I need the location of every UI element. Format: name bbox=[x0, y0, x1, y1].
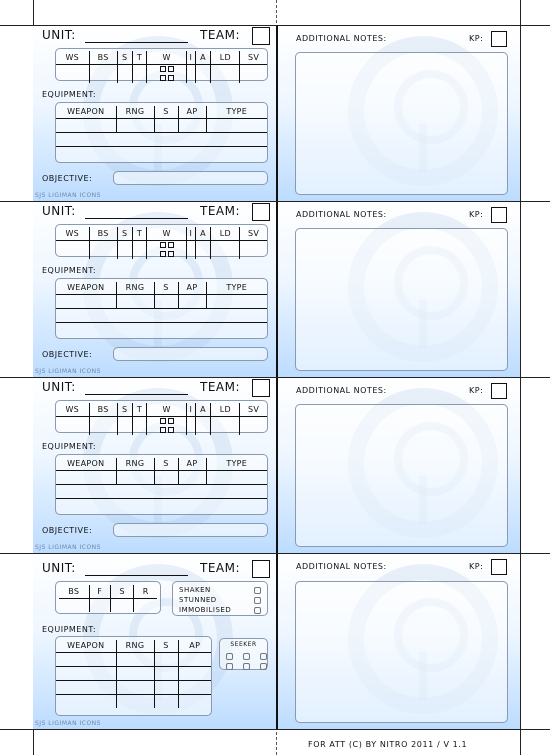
stat-value[interactable] bbox=[89, 416, 117, 435]
weapon-row[interactable] bbox=[56, 294, 267, 308]
stat-value[interactable] bbox=[211, 64, 240, 83]
weapon-header: WEAPON bbox=[56, 282, 116, 294]
seeker-checkbox[interactable] bbox=[243, 653, 250, 660]
vehicle-stat-value[interactable] bbox=[89, 598, 111, 612]
seeker-checkbox[interactable] bbox=[226, 663, 233, 670]
stats-header-row bbox=[56, 51, 267, 64]
status-label: SHAKEN bbox=[179, 586, 211, 594]
seeker-box bbox=[219, 638, 268, 670]
stat-header: LD bbox=[211, 403, 240, 416]
stat-header: WS bbox=[56, 227, 89, 240]
stat-value[interactable] bbox=[195, 240, 211, 259]
wound-box[interactable] bbox=[168, 427, 174, 433]
stat-header: SV bbox=[240, 51, 267, 64]
notes-area[interactable] bbox=[295, 404, 508, 547]
stats-box bbox=[55, 224, 268, 257]
weapon-header: WEAPON bbox=[56, 640, 116, 652]
wound-box[interactable] bbox=[168, 418, 174, 424]
stat-value[interactable] bbox=[117, 416, 132, 435]
stat-header: W bbox=[147, 227, 187, 240]
vehicle-stats-value-row bbox=[59, 598, 157, 612]
card-divider bbox=[276, 554, 278, 729]
weapon-row[interactable] bbox=[56, 652, 211, 666]
stats-value-row bbox=[56, 64, 267, 83]
weapon-header: TYPE bbox=[206, 458, 267, 470]
unit-name-line[interactable] bbox=[85, 42, 188, 43]
objective-label: OBJECTIVE: bbox=[42, 526, 93, 535]
unit-card-2 bbox=[33, 202, 520, 377]
stats-table bbox=[56, 51, 267, 83]
status-label: STUNNED bbox=[179, 596, 217, 604]
seeker-checkbox[interactable] bbox=[260, 653, 267, 660]
stat-value[interactable] bbox=[117, 64, 132, 83]
weapon-row[interactable] bbox=[56, 484, 267, 498]
stat-value[interactable] bbox=[56, 64, 89, 83]
notes-area[interactable] bbox=[295, 52, 508, 195]
stat-value[interactable] bbox=[240, 416, 267, 435]
wound-box[interactable] bbox=[160, 418, 166, 424]
team-box[interactable] bbox=[252, 379, 270, 397]
status-checkbox[interactable] bbox=[254, 597, 261, 604]
team-label: TEAM: bbox=[200, 204, 241, 218]
credit-text: SJS LIGIMAN ICONS bbox=[35, 368, 101, 375]
stat-header: A bbox=[195, 403, 211, 416]
vehicle-stat-value[interactable] bbox=[59, 598, 89, 612]
notes-area[interactable] bbox=[295, 581, 508, 723]
stat-value[interactable] bbox=[56, 416, 89, 435]
weapon-header: AP bbox=[178, 458, 206, 470]
footer-credit: FOR ATT (C) BY NITRO 2011 / V 1.1 bbox=[308, 740, 468, 749]
unit-label: UNIT: bbox=[42, 204, 76, 218]
stat-header: LD bbox=[211, 227, 240, 240]
vehicle-stat-value[interactable] bbox=[134, 598, 157, 612]
stat-value[interactable] bbox=[187, 64, 196, 83]
stats-header-row bbox=[56, 403, 267, 416]
weapon-header: RNG bbox=[116, 640, 154, 652]
stat-value[interactable] bbox=[240, 64, 267, 83]
weapon-row[interactable] bbox=[56, 694, 211, 708]
kp-box[interactable] bbox=[491, 383, 507, 399]
stats-value-row bbox=[56, 240, 267, 259]
kp-label: KP: bbox=[469, 210, 484, 219]
stat-value[interactable] bbox=[132, 416, 147, 435]
notes-area[interactable] bbox=[295, 228, 508, 371]
seeker-checkbox[interactable] bbox=[260, 663, 267, 670]
weapons-table bbox=[56, 282, 267, 334]
vehicle-stats-box bbox=[55, 581, 161, 614]
stat-value[interactable] bbox=[89, 64, 117, 83]
cut-edge-5 bbox=[0, 729, 550, 730]
stat-header: S bbox=[117, 227, 132, 240]
objective-label: OBJECTIVE: bbox=[42, 350, 93, 359]
weapon-row[interactable] bbox=[56, 132, 267, 146]
stat-header: A bbox=[195, 51, 211, 64]
status-checkbox[interactable] bbox=[254, 607, 261, 614]
stats-header-row bbox=[56, 227, 267, 240]
card-divider bbox=[276, 202, 278, 377]
stat-header: W bbox=[147, 403, 187, 416]
status-label: IMMOBILISED bbox=[179, 606, 232, 614]
additional-notes-label: ADDITIONAL NOTES: bbox=[296, 386, 387, 395]
weapon-row[interactable] bbox=[56, 118, 267, 132]
stat-header: BS bbox=[89, 227, 117, 240]
unit-label: UNIT: bbox=[42, 28, 76, 42]
wounds-cell bbox=[147, 240, 187, 259]
weapons-table bbox=[56, 106, 267, 158]
weapon-header: RNG bbox=[116, 282, 154, 294]
stat-value[interactable] bbox=[132, 240, 147, 259]
stat-header: SV bbox=[240, 227, 267, 240]
wound-box[interactable] bbox=[160, 75, 166, 81]
wound-box[interactable] bbox=[160, 427, 166, 433]
wounds-cell bbox=[147, 64, 187, 83]
unit-label: UNIT: bbox=[42, 561, 76, 575]
credit-text: SJS LIGIMAN ICONS bbox=[35, 192, 101, 199]
weapon-header: TYPE bbox=[206, 106, 267, 118]
vehicle-card bbox=[33, 554, 520, 729]
stat-value[interactable] bbox=[211, 240, 240, 259]
wound-box[interactable] bbox=[160, 242, 166, 248]
weapon-header: WEAPON bbox=[56, 106, 116, 118]
weapon-header: S bbox=[154, 640, 178, 652]
stat-value[interactable] bbox=[117, 240, 132, 259]
weapon-header: WEAPON bbox=[56, 458, 116, 470]
additional-notes-label: ADDITIONAL NOTES: bbox=[296, 34, 387, 43]
vehicle-stat-header: S bbox=[111, 585, 134, 598]
status-shaken bbox=[173, 585, 267, 595]
stat-value[interactable] bbox=[56, 240, 89, 259]
weapon-header: S bbox=[154, 458, 178, 470]
wound-box[interactable] bbox=[168, 242, 174, 248]
equipment-label: EQUIPMENT: bbox=[42, 442, 97, 451]
stats-table bbox=[56, 403, 267, 435]
vehicle-stat-header: BS bbox=[59, 585, 89, 598]
weapons-table bbox=[56, 458, 267, 510]
stats-value-row bbox=[56, 416, 267, 435]
stat-header: SV bbox=[240, 403, 267, 416]
weapon-header: S bbox=[154, 282, 178, 294]
additional-notes-label: ADDITIONAL NOTES: bbox=[296, 562, 387, 571]
weapon-header: AP bbox=[178, 106, 206, 118]
stat-value[interactable] bbox=[211, 416, 240, 435]
card-divider bbox=[276, 378, 278, 553]
unit-name-line[interactable] bbox=[85, 575, 188, 576]
credit-text: SJS LIGIMAN ICONS bbox=[35, 720, 101, 727]
stat-value[interactable] bbox=[187, 240, 196, 259]
credit-text: SJS LIGIMAN ICONS bbox=[35, 544, 101, 551]
team-label: TEAM: bbox=[200, 561, 241, 575]
weapons-header-row bbox=[56, 282, 267, 294]
stat-value[interactable] bbox=[89, 240, 117, 259]
kp-box[interactable] bbox=[491, 31, 507, 47]
wound-box[interactable] bbox=[168, 66, 174, 72]
stat-value[interactable] bbox=[195, 64, 211, 83]
unit-name-line[interactable] bbox=[85, 218, 188, 219]
stat-header: T bbox=[132, 51, 147, 64]
stat-header: W bbox=[147, 51, 187, 64]
vehicle-weapons-table bbox=[56, 640, 211, 708]
stats-box bbox=[55, 400, 268, 433]
damage-status-box bbox=[172, 581, 268, 616]
kp-label: KP: bbox=[469, 562, 484, 571]
stat-header: LD bbox=[211, 51, 240, 64]
objective-label: OBJECTIVE: bbox=[42, 174, 93, 183]
stats-table bbox=[56, 227, 267, 259]
unit-card-1 bbox=[33, 26, 520, 201]
unit-name-line[interactable] bbox=[85, 394, 188, 395]
weapons-box bbox=[55, 102, 268, 163]
seeker-label: SEEKER bbox=[230, 641, 257, 648]
stat-header: S bbox=[117, 403, 132, 416]
weapon-header: AP bbox=[178, 640, 211, 652]
team-label: TEAM: bbox=[200, 380, 241, 394]
stat-header: S bbox=[117, 51, 132, 64]
vehicle-weapons-box bbox=[55, 636, 212, 716]
stat-header: T bbox=[132, 227, 147, 240]
stat-header: I bbox=[187, 51, 196, 64]
stat-header: WS bbox=[56, 403, 89, 416]
vehicle-stats-header-row bbox=[59, 585, 157, 598]
stat-value[interactable] bbox=[187, 416, 196, 435]
kp-label: KP: bbox=[469, 34, 484, 43]
kp-label: KP: bbox=[469, 386, 484, 395]
vehicle-stat-value[interactable] bbox=[111, 598, 134, 612]
weapons-header-row bbox=[56, 106, 267, 118]
equipment-label: EQUIPMENT: bbox=[42, 90, 97, 99]
unit-card-3 bbox=[33, 378, 520, 553]
weapon-row[interactable] bbox=[56, 498, 267, 510]
vehicle-stat-header: F bbox=[89, 585, 111, 598]
weapon-row[interactable] bbox=[56, 470, 267, 484]
stat-header: T bbox=[132, 403, 147, 416]
objective-field[interactable] bbox=[113, 523, 268, 537]
weapon-row[interactable] bbox=[56, 666, 211, 680]
weapon-header: TYPE bbox=[206, 282, 267, 294]
seeker-checkbox[interactable] bbox=[243, 663, 250, 670]
wound-box[interactable] bbox=[168, 251, 174, 257]
team-box[interactable] bbox=[252, 203, 270, 221]
stat-value[interactable] bbox=[132, 64, 147, 83]
seeker-checkbox[interactable] bbox=[226, 653, 233, 660]
weapon-header: RNG bbox=[116, 106, 154, 118]
status-immobilised bbox=[173, 605, 267, 615]
weapon-row[interactable] bbox=[56, 322, 267, 334]
weapon-row[interactable] bbox=[56, 146, 267, 158]
weapon-header: AP bbox=[178, 282, 206, 294]
seeker-grid bbox=[226, 653, 268, 670]
stat-header: I bbox=[187, 403, 196, 416]
additional-notes-label: ADDITIONAL NOTES: bbox=[296, 210, 387, 219]
stat-header: BS bbox=[89, 51, 117, 64]
stat-header: BS bbox=[89, 403, 117, 416]
weapon-row[interactable] bbox=[56, 308, 267, 322]
stat-header: A bbox=[195, 227, 211, 240]
team-label: TEAM: bbox=[200, 28, 241, 42]
weapon-header: S bbox=[154, 106, 178, 118]
kp-box[interactable] bbox=[491, 559, 507, 575]
team-box[interactable] bbox=[252, 27, 270, 45]
weapon-row[interactable] bbox=[56, 680, 211, 694]
stat-header: I bbox=[187, 227, 196, 240]
weapons-box bbox=[55, 278, 268, 339]
wounds-cell bbox=[147, 416, 187, 435]
vehicle-weapons-header-row bbox=[56, 640, 211, 652]
unit-label: UNIT: bbox=[42, 380, 76, 394]
weapons-box bbox=[55, 454, 268, 515]
stat-header: WS bbox=[56, 51, 89, 64]
wound-box[interactable] bbox=[168, 75, 174, 81]
vehicle-stat-header: R bbox=[134, 585, 157, 598]
weapon-header: RNG bbox=[116, 458, 154, 470]
card-divider bbox=[276, 26, 278, 201]
status-checkbox[interactable] bbox=[254, 587, 261, 594]
weapons-header-row bbox=[56, 458, 267, 470]
kp-box[interactable] bbox=[491, 207, 507, 223]
equipment-label: EQUIPMENT: bbox=[42, 625, 97, 634]
wound-box[interactable] bbox=[160, 251, 166, 257]
objective-field[interactable] bbox=[113, 171, 268, 185]
stats-box bbox=[55, 48, 268, 81]
team-box[interactable] bbox=[252, 560, 270, 578]
equipment-label: EQUIPMENT: bbox=[42, 266, 97, 275]
stat-value[interactable] bbox=[195, 416, 211, 435]
vehicle-stats-table bbox=[59, 585, 157, 612]
status-stunned bbox=[173, 595, 267, 605]
objective-field[interactable] bbox=[113, 347, 268, 361]
wound-box[interactable] bbox=[160, 66, 166, 72]
stat-value[interactable] bbox=[240, 240, 267, 259]
